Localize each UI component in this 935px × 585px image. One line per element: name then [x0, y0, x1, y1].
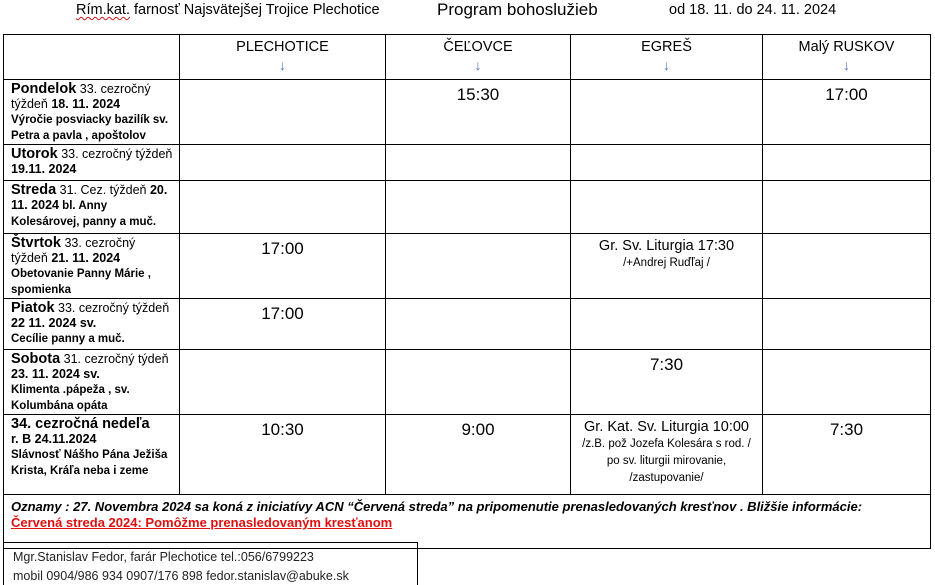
row-tuesday — [4, 145, 931, 181]
column-plechotice-label: PLECHOTICE — [236, 39, 329, 55]
cell-thursday-ruskov — [763, 234, 931, 299]
row-wednesday — [4, 181, 931, 234]
day-note: Obetovanie Panny Márie , spomienka — [11, 268, 151, 296]
cell-wednesday-celovce — [386, 181, 571, 234]
parish-rest: farnosť Najsvätejšej Trojice Plechotice — [129, 2, 380, 18]
day-note: Klimenta .pápeža , sv. Kolumbána opáta — [11, 384, 130, 412]
day-week: 33. cezročný týždeň — [11, 82, 151, 111]
column-maly-ruskov-label: Malý RUSKOV — [798, 39, 895, 55]
day-note: Slávnosť Nášho Pána Ježiša Krista, Kráľa neba i zeme — [11, 449, 168, 477]
parish-prefix: Rím.kat. — [76, 2, 130, 18]
document-header — [0, 0, 935, 34]
day-name: Piatok — [11, 300, 55, 316]
schedule-table — [3, 34, 931, 549]
day-date: 22 11. 2024 sv. — [11, 316, 97, 330]
cell-wednesday-plechotice — [180, 181, 386, 234]
row-saturday — [4, 350, 931, 415]
cell-thursday-celovce — [386, 234, 571, 299]
cell-friday-egres — [571, 299, 763, 350]
day-friday — [4, 299, 180, 350]
cell-tuesday-egres — [571, 145, 763, 181]
liturgy-title: Gr. Sv. Liturgia 17:30 — [598, 238, 735, 254]
column-egres — [571, 35, 763, 80]
column-header-row — [4, 35, 931, 80]
time-thursday-plechotice: 17:00 — [180, 234, 386, 299]
row-sunday — [4, 415, 931, 495]
liturgy-title: Gr. Kat. Sv. Liturgia 10:00 — [584, 419, 749, 435]
day-name: 34. cezročná nedeľa — [11, 416, 150, 432]
cell-tuesday-plechotice — [180, 145, 386, 181]
day-tuesday — [4, 145, 180, 181]
day-name: Pondelok — [11, 81, 77, 97]
cell-saturday-ruskov — [763, 350, 931, 415]
time-monday-ruskov: 17:00 — [763, 80, 931, 145]
day-date: 23. 11. 2024 sv. — [11, 367, 100, 381]
liturgy-intention: /z.B. pož Jozefa Kolesára s rod. / — [582, 438, 751, 450]
cell-saturday-plechotice — [180, 350, 386, 415]
day-date: 21. 11. 2024 — [51, 251, 121, 265]
day-wednesday — [4, 181, 180, 234]
time-sunday-ruskov: 7:30 — [763, 415, 931, 495]
arrow-down-icon: ↓ — [843, 57, 850, 73]
day-name: Štvrtok — [11, 235, 61, 251]
cell-tuesday-ruskov — [763, 145, 931, 181]
column-plechotice — [180, 35, 386, 80]
day-date: 20. 11. 2024 — [11, 183, 168, 212]
day-name: Utorok — [11, 146, 58, 162]
day-note: bl. Anny Kolesárovej, panny a muč. — [11, 200, 157, 228]
day-date: 19.11. 2024 — [11, 162, 77, 176]
contact-phones-email: mobil 0904/986 934 0907/176 898 fedor.stanislav@abuke.sk — [13, 569, 349, 583]
time-saturday-egres: 7:30 — [571, 350, 763, 415]
announcement-link[interactable]: Červená streda 2024: Pomôžme prenasledovaným kresťanom — [11, 515, 393, 530]
cell-tuesday-celovce — [386, 145, 571, 181]
liturgy-intention: /+Andrej Ruďľaj / — [623, 257, 710, 269]
day-thursday — [4, 234, 180, 299]
day-date: 18. 11. 2024 — [51, 97, 121, 111]
time-monday-celovce: 15:30 — [386, 80, 571, 145]
row-friday — [4, 299, 931, 350]
day-week: 31. cezročný týdeň — [60, 352, 169, 366]
date-range: od 18. 11. do 24. 11. 2024 — [669, 2, 837, 18]
time-friday-plechotice: 17:00 — [180, 299, 386, 350]
day-saturday — [4, 350, 180, 415]
row-thursday — [4, 234, 931, 299]
announcement-text: Oznamy : 27. Novembra 2024 sa koná z iniciatívy ACN “Červená streda” na pripomenutie prenasledovaných kresťnov . Bližšie informácie: — [11, 499, 863, 514]
row-monday — [4, 80, 931, 145]
column-maly-ruskov — [763, 35, 931, 80]
liturgy-sunday-egres — [571, 415, 763, 495]
row-announcement — [4, 495, 931, 549]
day-week: 33. cezročný týždeň — [54, 301, 170, 315]
time-sunday-plechotice: 10:30 — [180, 415, 386, 495]
day-week: 33. cezročný týždeň — [11, 236, 136, 265]
announcement-cell — [4, 495, 931, 549]
liturgy-substitution: /zastupovanie/ — [629, 472, 704, 484]
day-monday — [4, 80, 180, 145]
column-celovce — [386, 35, 571, 80]
liturgy-thursday-egres — [571, 234, 763, 299]
contact-pastor: Mgr.Stanislav Fedor, farár Plechotice tel.:056/6799223 — [13, 550, 314, 564]
day-name: Sobota — [11, 351, 61, 367]
day-note: Výročie posviacky bazilík sv. Petra a pavla , apoštolov — [11, 114, 169, 142]
cell-friday-ruskov — [763, 299, 931, 350]
cell-monday-plechotice — [180, 80, 386, 145]
liturgy-note: po sv. liturgii mirovanie, — [606, 455, 727, 467]
day-date: r. B 24.11.2024 — [11, 432, 97, 446]
arrow-down-icon: ↓ — [663, 57, 670, 73]
day-week: 31. Cez. týždeň — [56, 183, 150, 197]
column-egres-label: EGREŠ — [641, 39, 692, 55]
cell-friday-celovce — [386, 299, 571, 350]
time-sunday-celovce: 9:00 — [386, 415, 571, 495]
day-sunday — [4, 415, 180, 495]
program-title: Program bohoslužieb — [437, 0, 598, 19]
arrow-down-icon: ↓ — [279, 57, 286, 73]
contact-box — [3, 542, 418, 585]
day-week: 33. cezročný týždeň — [57, 147, 173, 161]
cell-monday-egres — [571, 80, 763, 145]
cell-saturday-celovce — [386, 350, 571, 415]
arrow-down-icon: ↓ — [474, 57, 482, 73]
parish-name — [76, 2, 380, 18]
day-note: Cecílie panny a muč. — [11, 333, 125, 345]
cell-wednesday-ruskov — [763, 181, 931, 234]
corner-cell — [4, 35, 180, 80]
day-name: Streda — [11, 182, 57, 198]
cell-wednesday-egres — [571, 181, 763, 234]
column-celovce-label: ČEĽOVCE — [443, 39, 513, 55]
